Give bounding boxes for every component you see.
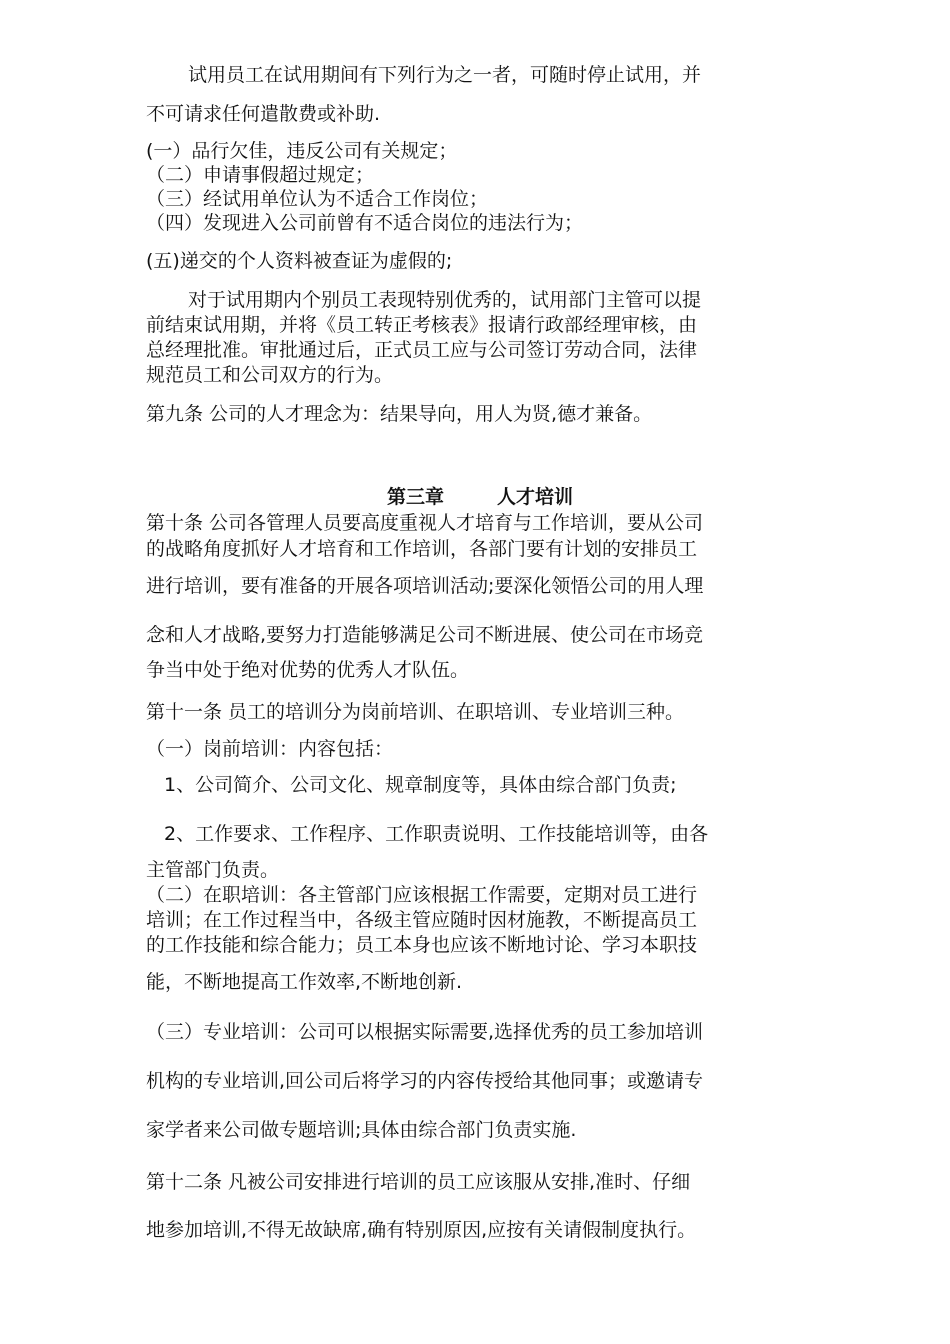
list-item-4: （四）发现进入公司前曾有不适合岗位的违法行为； xyxy=(146,212,584,234)
pre-training-item-2-line-1: 2、工作要求、工作程序、工作职责说明、工作技能培训等，由各 xyxy=(164,823,709,845)
excellent-line-1: 对于试用期内个别员工表现特别优秀的，试用部门主管可以提 xyxy=(188,289,702,311)
article-10-line-4: 念和人才战略,要努力打造能够满足公司不断进展、使公司在市场竞 xyxy=(146,624,704,646)
list-item-3: （三）经试用单位认为不适合工作岗位； xyxy=(146,188,489,210)
article-12-line-1: 第十二条 凡被公司安排进行培训的员工应该服从安排,准时、仔细 xyxy=(146,1171,691,1193)
article-11: 第十一条 员工的培训分为岗前培训、在职培训、专业培训三种。 xyxy=(146,701,685,723)
onjob-training-line-2: 培训；在工作过程当中，各级主管应随时因材施教，不断提高员工 xyxy=(146,909,698,931)
excellent-line-4: 规范员工和公司双方的行为。 xyxy=(146,364,394,386)
article-10-line-3: 进行培训，要有准备的开展各项培训活动;要深化领悟公司的用人理 xyxy=(146,575,704,597)
article-12-line-2: 地参加培训,不得无故缺席,确有特别原因,应按有关请假制度执行。 xyxy=(146,1219,697,1241)
chapter-title: 第三章 人才培训 xyxy=(387,486,573,508)
onjob-training-line-3: 的工作技能和综合能力；员工本身也应该不断地讨论、学习本职技 xyxy=(146,934,698,956)
professional-training-line-2: 机构的专业培训,回公司后将学习的内容传授给其他同事；或邀请专 xyxy=(146,1070,704,1092)
pre-training-item-2-line-2: 主管部门负责。 xyxy=(146,859,280,881)
professional-training-line-3: 家学者来公司做专题培训;具体由综合部门负责实施. xyxy=(146,1119,577,1141)
pre-training-heading: （一）岗前培训：内容包括： xyxy=(146,738,394,760)
article-9: 第九条 公司的人才理念为：结果导向，用人为贤,德才兼备。 xyxy=(146,403,653,425)
onjob-training-line-4: 能，不断地提高工作效率,不断地创新. xyxy=(146,971,463,993)
list-item-1: (一）品行欠佳，违反公司有关规定； xyxy=(146,140,458,162)
article-10-line-5: 争当中处于绝对优势的优秀人才队伍。 xyxy=(146,659,470,681)
onjob-training-line-1: （二）在职培训：各主管部门应该根据工作需要，定期对员工进行 xyxy=(146,884,698,906)
list-item-5: (五)递交的个人资料被查证为虚假的; xyxy=(146,250,453,272)
professional-training-line-1: （三）专业培训：公司可以根据实际需要,选择优秀的员工参加培训 xyxy=(146,1021,704,1043)
list-item-2: （二）申请事假超过规定； xyxy=(146,164,375,186)
intro-line-2: 不可请求任何遣散费或补助. xyxy=(146,103,381,125)
pre-training-item-1: 1、公司简介、公司文化、规章制度等，具体由综合部门负责; xyxy=(164,774,677,796)
article-10-line-1: 第十条 公司各管理人员要高度重视人才培育与工作培训，要从公司 xyxy=(146,512,704,534)
intro-line-1: 试用员工在试用期间有下列行为之一者，可随时停止试用，并 xyxy=(188,64,702,86)
excellent-line-2: 前结束试用期，并将《员工转正考核表》报请行政部经理审核，由 xyxy=(146,314,698,336)
article-10-line-2: 的战略角度抓好人才培育和工作培训，各部门要有计划的安排员工 xyxy=(146,538,698,560)
excellent-line-3: 总经理批准。审批通过后，正式员工应与公司签订劳动合同，法律 xyxy=(146,339,698,361)
